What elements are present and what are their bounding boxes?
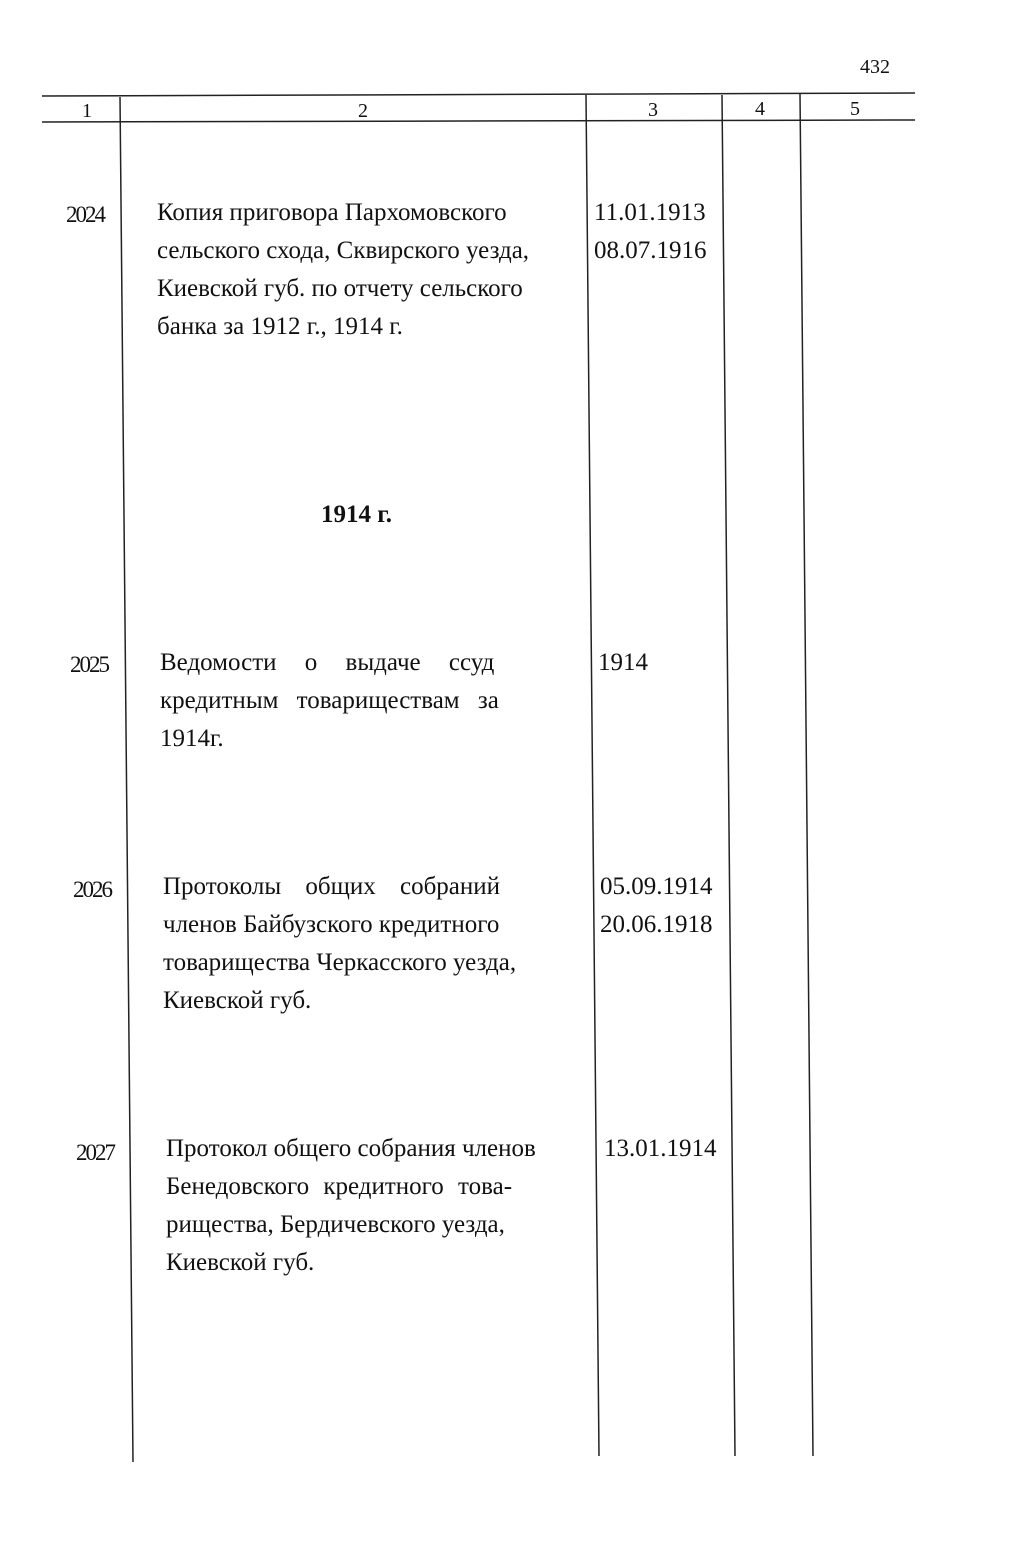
column-header-1: 1 bbox=[82, 100, 92, 122]
date: 05.09.1914 bbox=[600, 873, 713, 900]
date: 08.07.1916 bbox=[594, 237, 707, 264]
description-line: 1914г. bbox=[160, 725, 224, 752]
date: 13.01.1914 bbox=[604, 1135, 717, 1162]
description-line: Киевской губ. bbox=[163, 987, 312, 1014]
description-line: членов Байбузского кредитного bbox=[163, 911, 500, 938]
description-line: Киевской губ. bbox=[166, 1249, 315, 1276]
page-number: 432 bbox=[860, 56, 890, 78]
description-line: Копия приговора Пархомовского bbox=[157, 199, 507, 226]
column-divider bbox=[722, 95, 735, 1456]
description-line: Протокол общего собрания членов bbox=[166, 1135, 536, 1162]
entry-dates bbox=[594, 194, 707, 270]
section-heading: 1914 г. bbox=[321, 501, 393, 528]
description-line: товарищества Черкасского уезда, bbox=[163, 949, 517, 976]
date: 1914 bbox=[598, 649, 648, 676]
header-top-rule bbox=[42, 93, 915, 96]
entry-number: 2027 bbox=[76, 1140, 114, 1165]
entry-description bbox=[163, 868, 561, 1020]
entry-number: 2024 bbox=[66, 202, 104, 227]
column-header-3: 3 bbox=[648, 99, 658, 121]
column-divider bbox=[800, 94, 813, 1456]
column-divider bbox=[120, 97, 133, 1462]
description-line: Ведомости о выдаче ссуд bbox=[160, 649, 495, 676]
date: 20.06.1918 bbox=[600, 911, 713, 938]
entry-number: 2025 bbox=[70, 652, 108, 677]
entry-description bbox=[160, 644, 558, 758]
description-line: Киевской губ. по отчету сельского bbox=[157, 275, 523, 302]
date: 11.01.1913 bbox=[594, 199, 706, 226]
entry-dates bbox=[600, 868, 713, 944]
description-line: сельского схода, Сквирского уезда, bbox=[157, 237, 530, 264]
entry-description bbox=[166, 1130, 564, 1282]
description-line: банка за 1912 г., 1914 г. bbox=[157, 313, 403, 340]
entry-number: 2026 bbox=[73, 877, 111, 902]
description-line: кредитным товариществам за bbox=[160, 687, 499, 714]
column-header-5: 5 bbox=[850, 98, 860, 120]
column-header-2: 2 bbox=[358, 100, 368, 122]
entry-dates bbox=[598, 644, 648, 682]
entry-dates bbox=[604, 1130, 717, 1168]
description-line: Бенедовского кредитного това- bbox=[166, 1173, 513, 1200]
entry-description bbox=[157, 194, 555, 346]
description-line: рищества, Бердичевского уезда, bbox=[166, 1211, 505, 1238]
column-header-4: 4 bbox=[755, 98, 765, 120]
header-bottom-rule bbox=[42, 120, 915, 122]
description-line: Протоколы общих собраний bbox=[163, 873, 501, 900]
column-divider bbox=[586, 95, 599, 1456]
